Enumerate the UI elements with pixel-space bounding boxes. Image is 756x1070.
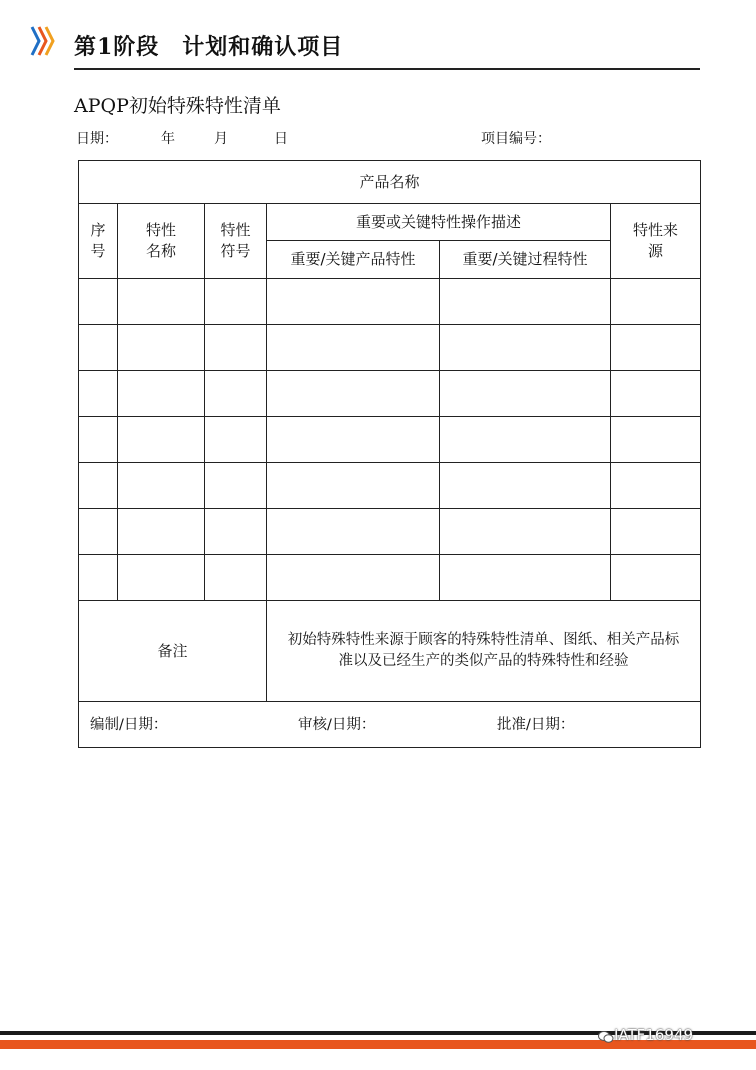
prepared-by-label: 编制/日期： <box>90 717 168 733</box>
project-number-label: 项目编号： <box>481 131 551 147</box>
cell[interactable] <box>267 509 440 555</box>
cell[interactable] <box>440 463 611 509</box>
month-label: 月 <box>214 131 228 147</box>
cell[interactable] <box>205 417 267 463</box>
table-row <box>79 371 701 417</box>
cell[interactable] <box>267 555 440 601</box>
product-name-header: 产品名称 <box>79 161 701 204</box>
cell[interactable] <box>79 509 118 555</box>
cell[interactable] <box>267 417 440 463</box>
signature-cell <box>79 702 701 748</box>
remark-row <box>79 601 701 702</box>
cell[interactable] <box>205 463 267 509</box>
day-label: 日 <box>274 131 288 147</box>
cell[interactable] <box>611 279 701 325</box>
col-char-symbol-header: 特性 符号 <box>205 204 267 279</box>
cell[interactable] <box>267 325 440 371</box>
cell[interactable] <box>118 417 205 463</box>
table-row <box>79 417 701 463</box>
cell[interactable] <box>205 371 267 417</box>
cell[interactable] <box>440 325 611 371</box>
cell[interactable] <box>205 279 267 325</box>
cell[interactable] <box>118 509 205 555</box>
cell[interactable] <box>440 509 611 555</box>
cell[interactable] <box>79 371 118 417</box>
document-title: APQP初始特殊特性清单 <box>74 95 281 117</box>
col-source-header: 特性来 源 <box>611 204 701 279</box>
cell[interactable] <box>611 417 701 463</box>
table-row <box>79 325 701 371</box>
table-row <box>79 463 701 509</box>
cell[interactable] <box>79 279 118 325</box>
cell[interactable] <box>611 509 701 555</box>
special-characteristics-table <box>78 160 701 748</box>
approved-by-label: 批准/日期： <box>497 717 575 733</box>
watermark-text: IATF16949 <box>614 1026 694 1044</box>
cell[interactable] <box>118 463 205 509</box>
cell[interactable] <box>79 555 118 601</box>
cell[interactable] <box>205 509 267 555</box>
col-desc-group-header: 重要或关键特性操作描述 <box>267 204 611 241</box>
cell[interactable] <box>79 463 118 509</box>
cell[interactable] <box>205 555 267 601</box>
cell[interactable] <box>118 371 205 417</box>
cell[interactable] <box>118 279 205 325</box>
header-row-1 <box>79 204 701 241</box>
signature-row <box>79 702 701 748</box>
wechat-icon <box>598 1030 614 1044</box>
cell[interactable] <box>205 325 267 371</box>
cell[interactable] <box>267 371 440 417</box>
table-row <box>79 555 701 601</box>
date-label: 日期： <box>76 131 118 147</box>
cell[interactable] <box>440 371 611 417</box>
cell[interactable] <box>79 325 118 371</box>
product-name-row <box>79 161 701 204</box>
cell[interactable] <box>611 463 701 509</box>
col-product-char-header: 重要/关键产品特性 <box>267 241 440 279</box>
year-label: 年 <box>161 131 175 147</box>
cell[interactable] <box>267 463 440 509</box>
remark-label: 备注 <box>79 601 267 702</box>
header-divider <box>74 68 700 70</box>
cell[interactable] <box>611 325 701 371</box>
table-row <box>79 509 701 555</box>
col-seq-header: 序 号 <box>79 204 118 279</box>
cell[interactable] <box>611 371 701 417</box>
reviewed-by-label: 审核/日期： <box>298 717 376 733</box>
stage-title: 第1阶段 计划和确认项目 <box>74 34 344 60</box>
cell[interactable] <box>440 417 611 463</box>
col-char-name-header: 特性 名称 <box>118 204 205 279</box>
cell[interactable] <box>440 555 611 601</box>
col-process-char-header: 重要/关键过程特性 <box>440 241 611 279</box>
cell[interactable] <box>611 555 701 601</box>
chevron-logo-icon <box>30 24 56 58</box>
table-row <box>79 279 701 325</box>
remark-text: 初始特殊特性来源于顾客的特殊特性清单、图纸、相关产品标 准以及已经生产的类似产品的特殊特性和经验 <box>267 601 701 702</box>
cell[interactable] <box>267 279 440 325</box>
cell[interactable] <box>118 555 205 601</box>
cell[interactable] <box>79 417 118 463</box>
cell[interactable] <box>118 325 205 371</box>
cell[interactable] <box>440 279 611 325</box>
